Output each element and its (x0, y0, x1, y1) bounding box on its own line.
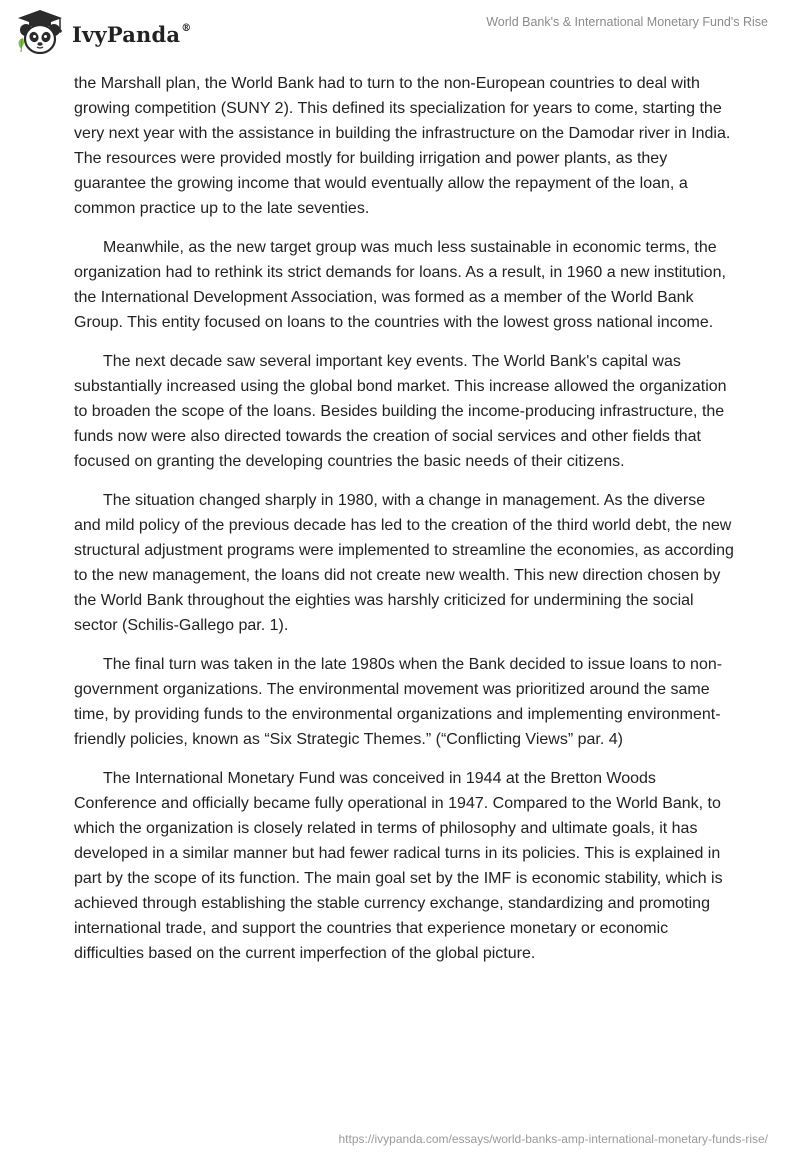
paragraph-2: Meanwhile, as the new target group was much less sustainable in economic terms, the organization had to rethink its strict demands for loans. As a result, in 1960 a new institution, the International Development Association, was formed as a member of the World Bank Group. This entity focused on loans to the countries with the lowest gross national income. (74, 239, 726, 331)
paragraph-5: The final turn was taken in the late 1980s when the Bank decided to issue loans to non-government organizations. The environmental movement was prioritized around the same time, by providing funds to the environmental organizations and implementing environment-friendly policies, known as “Six Strategic Themes.” (“Conflicting Views” par. 4) (74, 656, 723, 748)
registered-mark: ® (181, 22, 192, 34)
logo[interactable] (14, 8, 191, 58)
page-header (0, 0, 800, 70)
document-title: World Bank's & International Monetary Fund's Rise (486, 15, 768, 29)
brand-name (72, 22, 191, 47)
paragraph-6: The International Monetary Fund was conceived in 1944 at the Bretton Woods Conference and officially became fully operational in 1947. Compared to the World Bank, to which the organization is closely related in terms of philosophy and ultimate goals, it has developed in a similar manner but had fewer radical turns in its policies. This is explained in part by the scope of its function. The main goal set by the IMF is economic stability, which is achieved through establishing the stable currency exchange, standardizing and promoting international trade, and support the countries that experience monetary or economic difficulties based on the current imperfection of the global picture. (74, 770, 723, 962)
paragraph-1: the Marshall plan, the World Bank had to turn to the non-European countries to deal with growing competition (SUNY 2). This defined its specialization for years to come, starting the very next year with the assistance in building the infrastructure on the Damodar river in India. The resources were provided mostly for building irrigation and power plants, as they guarantee the growing income that would eventually allow the repayment of the loan, a common practice up to the late seventies. (74, 75, 731, 217)
brand-text: IvyPanda (72, 21, 181, 47)
source-url[interactable]: https://ivypanda.com/essays/world-banks-amp-international-monetary-funds-rise/ (338, 1132, 768, 1146)
paragraph-3: The next decade saw several important key events. The World Bank's capital was substantially increased using the global bond market. This increase allowed the organization to broaden the scope of the loans. Besides building the income-producing infrastructure, the funds now were also directed towards the creation of social services and other fields that focused on granting the developing countries the basic needs of their citizens. (74, 353, 727, 470)
panda-graduate-icon (14, 8, 66, 58)
essay-body (74, 71, 734, 980)
paragraph-4: The situation changed sharply in 1980, with a change in management. As the diverse and mild policy of the previous decade has led to the creation of the third world debt, the new structural adjustment programs were implemented to streamline the economies, as according to the new management, the loans did not create new wealth. This new direction chosen by the World Bank throughout the eighties was harshly criticized for undermining the social sector (Schilis-Gallego par. 1). (74, 492, 734, 634)
